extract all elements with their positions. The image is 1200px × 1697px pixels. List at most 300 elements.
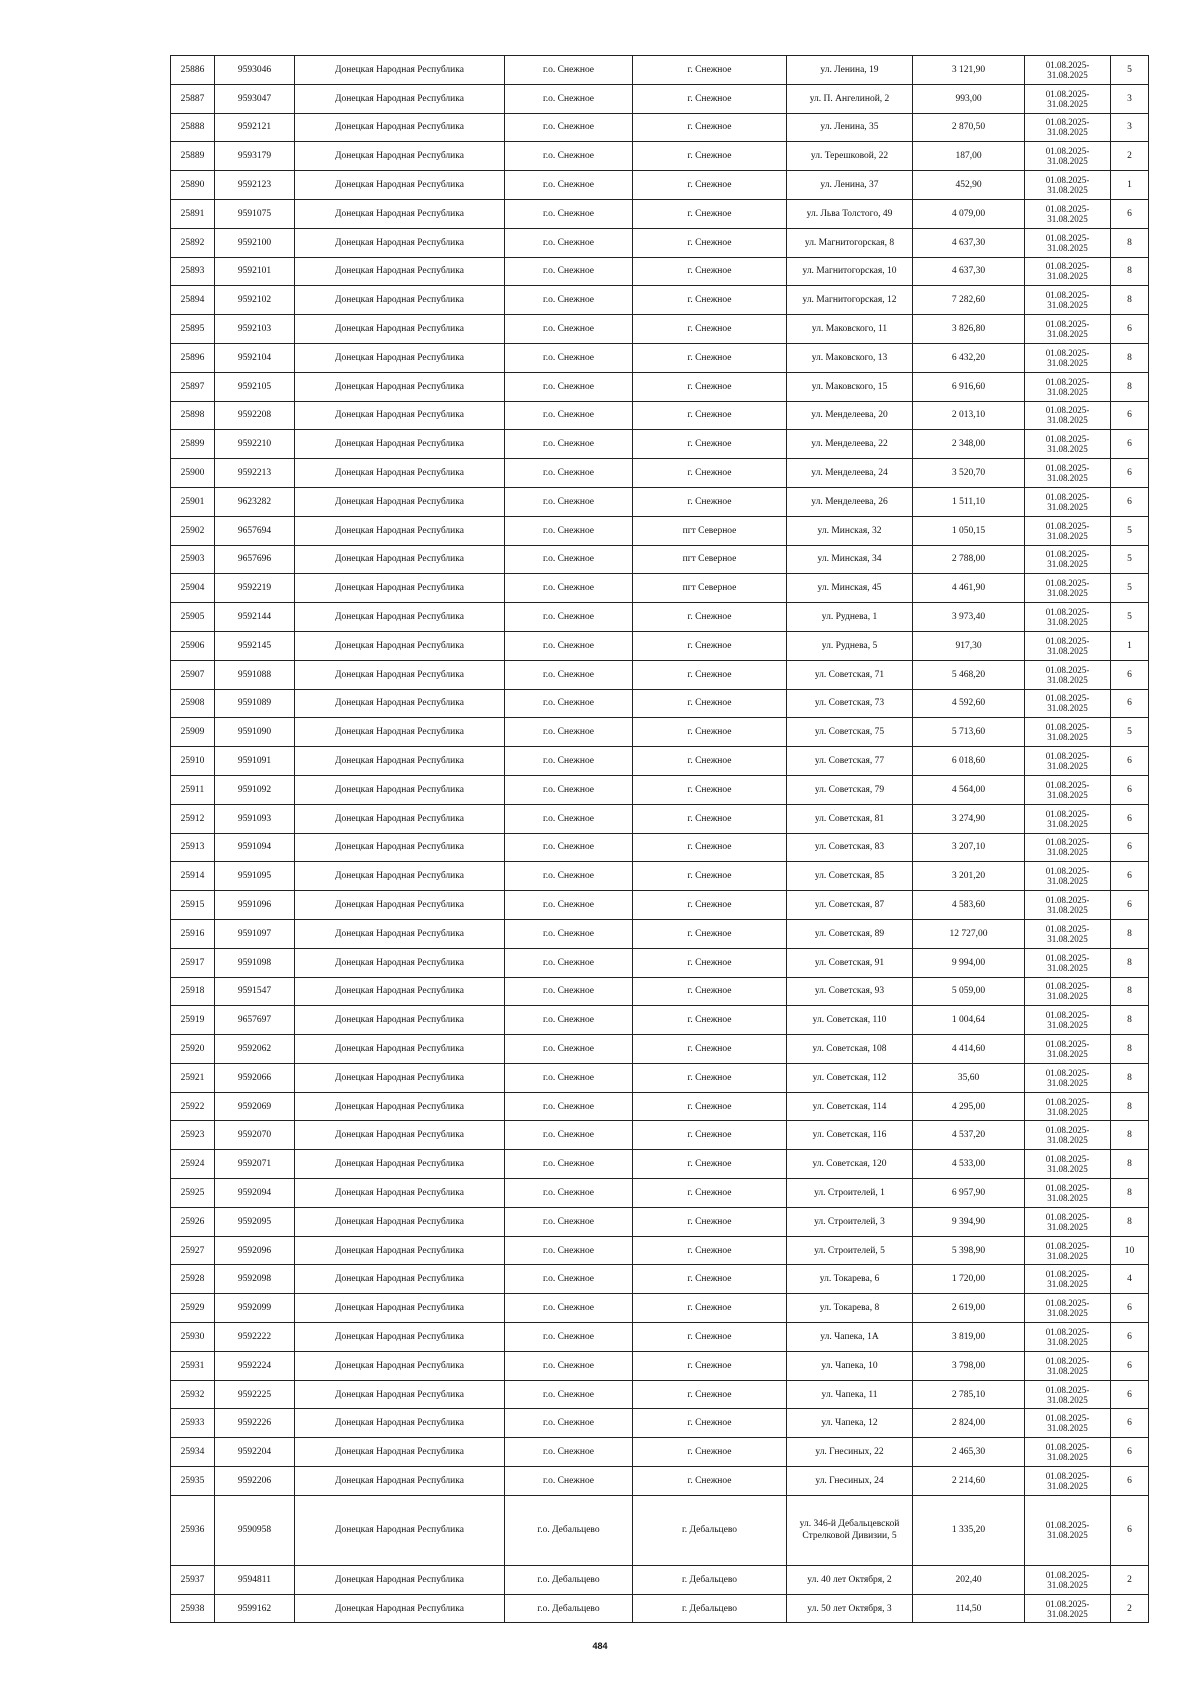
row-number-cell: 25895 [171, 315, 215, 344]
address-cell: ул. Советская, 110 [787, 1006, 913, 1035]
code-cell: 9623282 [215, 487, 295, 516]
table-row [171, 574, 1149, 603]
area-cell: 452,90 [913, 171, 1025, 200]
address-cell: ул. Руднева, 5 [787, 631, 913, 660]
row-number-cell: 25915 [171, 891, 215, 920]
period-cell: 01.08.2025- 31.08.2025 [1025, 804, 1111, 833]
district-cell: г.о. Снежное [505, 113, 633, 142]
code-cell: 9592204 [215, 1438, 295, 1467]
address-cell: ул. Льва Толстого, 49 [787, 199, 913, 228]
city-cell: г. Снежное [633, 1236, 787, 1265]
city-cell: г. Снежное [633, 430, 787, 459]
district-cell: г.о. Снежное [505, 747, 633, 776]
row-number-cell: 25929 [171, 1294, 215, 1323]
region-cell: Донецкая Народная Республика [295, 747, 505, 776]
code-cell: 9592104 [215, 343, 295, 372]
code-cell: 9593046 [215, 56, 295, 85]
district-cell: г.о. Снежное [505, 833, 633, 862]
code-cell: 9591096 [215, 891, 295, 920]
table-row [171, 430, 1149, 459]
code-cell: 9592210 [215, 430, 295, 459]
address-cell: ул. Маковского, 15 [787, 372, 913, 401]
area-cell: 4 295,00 [913, 1092, 1025, 1121]
row-number-cell: 25911 [171, 775, 215, 804]
period-cell: 01.08.2025- 31.08.2025 [1025, 603, 1111, 632]
table-row [171, 1063, 1149, 1092]
address-cell: ул. Менделеева, 26 [787, 487, 913, 516]
page-number: 484 [592, 1641, 608, 1651]
area-cell: 2 465,30 [913, 1438, 1025, 1467]
region-cell: Донецкая Народная Республика [295, 1150, 505, 1179]
address-cell: ул. Советская, 89 [787, 919, 913, 948]
count-cell: 8 [1111, 1035, 1149, 1064]
row-number-cell: 25902 [171, 516, 215, 545]
code-cell: 9592121 [215, 113, 295, 142]
area-cell: 5 713,60 [913, 718, 1025, 747]
count-cell: 8 [1111, 1150, 1149, 1179]
region-cell: Донецкая Народная Республика [295, 948, 505, 977]
city-cell: г. Снежное [633, 228, 787, 257]
area-cell: 3 121,90 [913, 56, 1025, 85]
table-body [171, 56, 1149, 1623]
code-cell: 9594811 [215, 1565, 295, 1594]
period-cell: 01.08.2025- 31.08.2025 [1025, 1092, 1111, 1121]
area-cell: 4 461,90 [913, 574, 1025, 603]
region-cell: Донецкая Народная Республика [295, 142, 505, 171]
count-cell: 8 [1111, 257, 1149, 286]
code-cell: 9592222 [215, 1323, 295, 1352]
count-cell: 8 [1111, 919, 1149, 948]
area-cell: 114,50 [913, 1594, 1025, 1623]
table-row [171, 1150, 1149, 1179]
row-number-cell: 25894 [171, 286, 215, 315]
address-cell: ул. Строителей, 5 [787, 1236, 913, 1265]
region-cell: Донецкая Народная Республика [295, 862, 505, 891]
district-cell: г.о. Снежное [505, 919, 633, 948]
table-row [171, 1594, 1149, 1623]
count-cell: 6 [1111, 833, 1149, 862]
table-row [171, 689, 1149, 718]
row-number-cell: 25890 [171, 171, 215, 200]
city-cell: г. Снежное [633, 113, 787, 142]
city-cell: г. Снежное [633, 1467, 787, 1496]
code-cell: 9591095 [215, 862, 295, 891]
region-cell: Донецкая Народная Республика [295, 171, 505, 200]
city-cell: г. Снежное [633, 775, 787, 804]
table-row [171, 171, 1149, 200]
city-cell: г. Снежное [633, 919, 787, 948]
count-cell: 5 [1111, 545, 1149, 574]
code-cell: 9592206 [215, 1467, 295, 1496]
code-cell: 9592062 [215, 1035, 295, 1064]
code-cell: 9592094 [215, 1179, 295, 1208]
district-cell: г.о. Снежное [505, 891, 633, 920]
address-cell: ул. Советская, 75 [787, 718, 913, 747]
period-cell: 01.08.2025- 31.08.2025 [1025, 56, 1111, 85]
address-cell: ул. Советская, 77 [787, 747, 913, 776]
period-cell: 01.08.2025- 31.08.2025 [1025, 142, 1111, 171]
code-cell: 9591088 [215, 660, 295, 689]
region-cell: Донецкая Народная Республика [295, 603, 505, 632]
period-cell: 01.08.2025- 31.08.2025 [1025, 631, 1111, 660]
district-cell: г.о. Снежное [505, 343, 633, 372]
region-cell: Донецкая Народная Республика [295, 804, 505, 833]
table-row [171, 1323, 1149, 1352]
address-cell: ул. Строителей, 1 [787, 1179, 913, 1208]
period-cell: 01.08.2025- 31.08.2025 [1025, 286, 1111, 315]
count-cell: 6 [1111, 199, 1149, 228]
city-cell: г. Снежное [633, 603, 787, 632]
table-row [171, 1495, 1149, 1565]
row-number-cell: 25922 [171, 1092, 215, 1121]
period-cell: 01.08.2025- 31.08.2025 [1025, 718, 1111, 747]
period-cell: 01.08.2025- 31.08.2025 [1025, 1495, 1111, 1565]
region-cell: Донецкая Народная Республика [295, 545, 505, 574]
period-cell: 01.08.2025- 31.08.2025 [1025, 113, 1111, 142]
code-cell: 9592219 [215, 574, 295, 603]
code-cell: 9592225 [215, 1380, 295, 1409]
region-cell: Донецкая Народная Республика [295, 1294, 505, 1323]
region-cell: Донецкая Народная Республика [295, 228, 505, 257]
region-cell: Донецкая Народная Республика [295, 660, 505, 689]
address-cell: ул. Магнитогорская, 12 [787, 286, 913, 315]
area-cell: 4 079,00 [913, 199, 1025, 228]
district-cell: г.о. Снежное [505, 1294, 633, 1323]
address-cell: ул. Минская, 32 [787, 516, 913, 545]
area-cell: 3 201,20 [913, 862, 1025, 891]
period-cell: 01.08.2025- 31.08.2025 [1025, 891, 1111, 920]
area-cell: 7 282,60 [913, 286, 1025, 315]
area-cell: 1 511,10 [913, 487, 1025, 516]
district-cell: г.о. Снежное [505, 199, 633, 228]
period-cell: 01.08.2025- 31.08.2025 [1025, 833, 1111, 862]
address-cell: ул. Токарева, 6 [787, 1265, 913, 1294]
count-cell: 6 [1111, 804, 1149, 833]
count-cell: 6 [1111, 459, 1149, 488]
city-cell: г. Снежное [633, 1323, 787, 1352]
table-row [171, 1380, 1149, 1409]
period-cell: 01.08.2025- 31.08.2025 [1025, 315, 1111, 344]
city-cell: г. Снежное [633, 459, 787, 488]
count-cell: 6 [1111, 891, 1149, 920]
area-cell: 2 619,00 [913, 1294, 1025, 1323]
table-row [171, 199, 1149, 228]
period-cell: 01.08.2025- 31.08.2025 [1025, 343, 1111, 372]
region-cell: Донецкая Народная Республика [295, 689, 505, 718]
district-cell: г.о. Снежное [505, 1063, 633, 1092]
address-cell: ул. Минская, 34 [787, 545, 913, 574]
district-cell: г.о. Снежное [505, 660, 633, 689]
row-number-cell: 25909 [171, 718, 215, 747]
table-row [171, 718, 1149, 747]
region-cell: Донецкая Народная Республика [295, 401, 505, 430]
city-cell: г. Снежное [633, 257, 787, 286]
count-cell: 8 [1111, 343, 1149, 372]
period-cell: 01.08.2025- 31.08.2025 [1025, 574, 1111, 603]
table-row [171, 401, 1149, 430]
period-cell: 01.08.2025- 31.08.2025 [1025, 199, 1111, 228]
region-cell: Донецкая Народная Республика [295, 199, 505, 228]
period-cell: 01.08.2025- 31.08.2025 [1025, 977, 1111, 1006]
count-cell: 3 [1111, 84, 1149, 113]
region-cell: Донецкая Народная Республика [295, 1092, 505, 1121]
row-number-cell: 25903 [171, 545, 215, 574]
district-cell: г.о. Дебальцево [505, 1565, 633, 1594]
city-cell: г. Снежное [633, 1063, 787, 1092]
row-number-cell: 25891 [171, 199, 215, 228]
table-row [171, 977, 1149, 1006]
period-cell: 01.08.2025- 31.08.2025 [1025, 1323, 1111, 1352]
row-number-cell: 25896 [171, 343, 215, 372]
code-cell: 9592066 [215, 1063, 295, 1092]
region-cell: Донецкая Народная Республика [295, 1467, 505, 1496]
district-cell: г.о. Дебальцево [505, 1495, 633, 1565]
address-cell: ул. Магнитогорская, 8 [787, 228, 913, 257]
code-cell: 9657697 [215, 1006, 295, 1035]
address-cell: ул. 40 лет Октября, 2 [787, 1565, 913, 1594]
district-cell: г.о. Снежное [505, 1207, 633, 1236]
row-number-cell: 25937 [171, 1565, 215, 1594]
region-cell: Донецкая Народная Республика [295, 343, 505, 372]
address-cell: ул. Советская, 83 [787, 833, 913, 862]
area-cell: 993,00 [913, 84, 1025, 113]
code-cell: 9599162 [215, 1594, 295, 1623]
area-cell: 3 973,40 [913, 603, 1025, 632]
region-cell: Донецкая Народная Республика [295, 1565, 505, 1594]
table-row [171, 1121, 1149, 1150]
area-cell: 1 050,15 [913, 516, 1025, 545]
area-cell: 6 018,60 [913, 747, 1025, 776]
address-cell: ул. П. Ангелиной, 2 [787, 84, 913, 113]
address-cell: ул. Чапека, 11 [787, 1380, 913, 1409]
district-cell: г.о. Снежное [505, 401, 633, 430]
city-cell: г. Снежное [633, 1438, 787, 1467]
area-cell: 5 398,90 [913, 1236, 1025, 1265]
city-cell: г. Снежное [633, 199, 787, 228]
row-number-cell: 25907 [171, 660, 215, 689]
code-cell: 9592096 [215, 1236, 295, 1265]
count-cell: 5 [1111, 603, 1149, 632]
district-cell: г.о. Снежное [505, 631, 633, 660]
row-number-cell: 25918 [171, 977, 215, 1006]
code-cell: 9592098 [215, 1265, 295, 1294]
row-number-cell: 25899 [171, 430, 215, 459]
table-row [171, 142, 1149, 171]
row-number-cell: 25935 [171, 1467, 215, 1496]
row-number-cell: 25931 [171, 1351, 215, 1380]
address-cell: ул. Советская, 91 [787, 948, 913, 977]
district-cell: г.о. Снежное [505, 1150, 633, 1179]
count-cell: 6 [1111, 1495, 1149, 1565]
region-cell: Донецкая Народная Республика [295, 113, 505, 142]
region-cell: Донецкая Народная Республика [295, 516, 505, 545]
code-cell: 9591098 [215, 948, 295, 977]
code-cell: 9657694 [215, 516, 295, 545]
city-cell: пгт Северное [633, 516, 787, 545]
district-cell: г.о. Снежное [505, 1035, 633, 1064]
table-row [171, 459, 1149, 488]
row-number-cell: 25932 [171, 1380, 215, 1409]
count-cell: 8 [1111, 948, 1149, 977]
table-row [171, 487, 1149, 516]
district-cell: г.о. Снежное [505, 1236, 633, 1265]
district-cell: г.о. Снежное [505, 775, 633, 804]
district-cell: г.о. Снежное [505, 1121, 633, 1150]
table-row [171, 833, 1149, 862]
address-cell: ул. Советская, 108 [787, 1035, 913, 1064]
count-cell: 6 [1111, 1351, 1149, 1380]
city-cell: г. Снежное [633, 372, 787, 401]
area-cell: 4 637,30 [913, 228, 1025, 257]
city-cell: г. Снежное [633, 487, 787, 516]
region-cell: Донецкая Народная Республика [295, 372, 505, 401]
count-cell: 5 [1111, 574, 1149, 603]
table-row [171, 1409, 1149, 1438]
city-cell: г. Снежное [633, 1265, 787, 1294]
district-cell: г.о. Снежное [505, 1380, 633, 1409]
city-cell: г. Снежное [633, 689, 787, 718]
count-cell: 6 [1111, 660, 1149, 689]
area-cell: 2 824,00 [913, 1409, 1025, 1438]
row-number-cell: 25921 [171, 1063, 215, 1092]
address-cell: ул. Советская, 79 [787, 775, 913, 804]
area-cell: 12 727,00 [913, 919, 1025, 948]
table-row [171, 660, 1149, 689]
count-cell: 6 [1111, 430, 1149, 459]
area-cell: 5 059,00 [913, 977, 1025, 1006]
address-cell: ул. Советская, 81 [787, 804, 913, 833]
code-cell: 9592099 [215, 1294, 295, 1323]
code-cell: 9591091 [215, 747, 295, 776]
code-cell: 9592103 [215, 315, 295, 344]
count-cell: 5 [1111, 718, 1149, 747]
area-cell: 4 583,60 [913, 891, 1025, 920]
area-cell: 4 564,00 [913, 775, 1025, 804]
table-row [171, 228, 1149, 257]
city-cell: г. Снежное [633, 1150, 787, 1179]
district-cell: г.о. Снежное [505, 459, 633, 488]
count-cell: 10 [1111, 1236, 1149, 1265]
address-cell: ул. Советская, 120 [787, 1150, 913, 1179]
address-cell: ул. Советская, 71 [787, 660, 913, 689]
code-cell: 9591075 [215, 199, 295, 228]
region-cell: Донецкая Народная Республика [295, 257, 505, 286]
row-number-cell: 25919 [171, 1006, 215, 1035]
region-cell: Донецкая Народная Республика [295, 919, 505, 948]
row-number-cell: 25927 [171, 1236, 215, 1265]
district-cell: г.о. Снежное [505, 1265, 633, 1294]
area-cell: 35,60 [913, 1063, 1025, 1092]
district-cell: г.о. Снежное [505, 1006, 633, 1035]
address-cell: ул. Советская, 93 [787, 977, 913, 1006]
region-cell: Донецкая Народная Республика [295, 775, 505, 804]
table-row [171, 1265, 1149, 1294]
period-cell: 01.08.2025- 31.08.2025 [1025, 401, 1111, 430]
count-cell: 6 [1111, 315, 1149, 344]
area-cell: 3 798,00 [913, 1351, 1025, 1380]
district-cell: г.о. Снежное [505, 84, 633, 113]
district-cell: г.о. Снежное [505, 56, 633, 85]
row-number-cell: 25914 [171, 862, 215, 891]
row-number-cell: 25924 [171, 1150, 215, 1179]
code-cell: 9592100 [215, 228, 295, 257]
period-cell: 01.08.2025- 31.08.2025 [1025, 1179, 1111, 1208]
region-cell: Донецкая Народная Республика [295, 1207, 505, 1236]
region-cell: Донецкая Народная Республика [295, 1236, 505, 1265]
code-cell: 9592071 [215, 1150, 295, 1179]
city-cell: г. Снежное [633, 833, 787, 862]
region-cell: Донецкая Народная Республика [295, 84, 505, 113]
count-cell: 6 [1111, 775, 1149, 804]
region-cell: Донецкая Народная Республика [295, 574, 505, 603]
code-cell: 9591090 [215, 718, 295, 747]
table-row [171, 919, 1149, 948]
period-cell: 01.08.2025- 31.08.2025 [1025, 660, 1111, 689]
region-cell: Донецкая Народная Республика [295, 1594, 505, 1623]
area-cell: 2 785,10 [913, 1380, 1025, 1409]
table-row [171, 315, 1149, 344]
area-cell: 3 274,90 [913, 804, 1025, 833]
table-row [171, 775, 1149, 804]
region-cell: Донецкая Народная Республика [295, 833, 505, 862]
district-cell: г.о. Снежное [505, 257, 633, 286]
area-cell: 3 819,00 [913, 1323, 1025, 1352]
period-cell: 01.08.2025- 31.08.2025 [1025, 372, 1111, 401]
row-number-cell: 25901 [171, 487, 215, 516]
count-cell: 8 [1111, 1092, 1149, 1121]
region-cell: Донецкая Народная Республика [295, 286, 505, 315]
area-cell: 1 335,20 [913, 1495, 1025, 1565]
row-number-cell: 25928 [171, 1265, 215, 1294]
period-cell: 01.08.2025- 31.08.2025 [1025, 1035, 1111, 1064]
count-cell: 8 [1111, 228, 1149, 257]
row-number-cell: 25889 [171, 142, 215, 171]
city-cell: г. Снежное [633, 401, 787, 430]
district-cell: г.о. Снежное [505, 1467, 633, 1496]
area-cell: 6 432,20 [913, 343, 1025, 372]
district-cell: г.о. Снежное [505, 286, 633, 315]
code-cell: 9592102 [215, 286, 295, 315]
row-number-cell: 25905 [171, 603, 215, 632]
table-row [171, 372, 1149, 401]
city-cell: г. Снежное [633, 171, 787, 200]
row-number-cell: 25897 [171, 372, 215, 401]
code-cell: 9592101 [215, 257, 295, 286]
code-cell: 9592208 [215, 401, 295, 430]
region-cell: Донецкая Народная Республика [295, 631, 505, 660]
count-cell: 2 [1111, 1565, 1149, 1594]
address-cell: ул. Менделеева, 20 [787, 401, 913, 430]
district-cell: г.о. Снежное [505, 228, 633, 257]
area-cell: 2 788,00 [913, 545, 1025, 574]
table-row [171, 891, 1149, 920]
count-cell: 3 [1111, 113, 1149, 142]
code-cell: 9592123 [215, 171, 295, 200]
period-cell: 01.08.2025- 31.08.2025 [1025, 1565, 1111, 1594]
district-cell: г.о. Снежное [505, 1438, 633, 1467]
count-cell: 8 [1111, 1207, 1149, 1236]
city-cell: г. Снежное [633, 286, 787, 315]
address-cell: ул. Советская, 112 [787, 1063, 913, 1092]
row-number-cell: 25906 [171, 631, 215, 660]
table-row [171, 1351, 1149, 1380]
district-cell: г.о. Снежное [505, 977, 633, 1006]
table-row [171, 804, 1149, 833]
count-cell: 1 [1111, 171, 1149, 200]
area-cell: 3 826,80 [913, 315, 1025, 344]
row-number-cell: 25898 [171, 401, 215, 430]
count-cell: 8 [1111, 977, 1149, 1006]
